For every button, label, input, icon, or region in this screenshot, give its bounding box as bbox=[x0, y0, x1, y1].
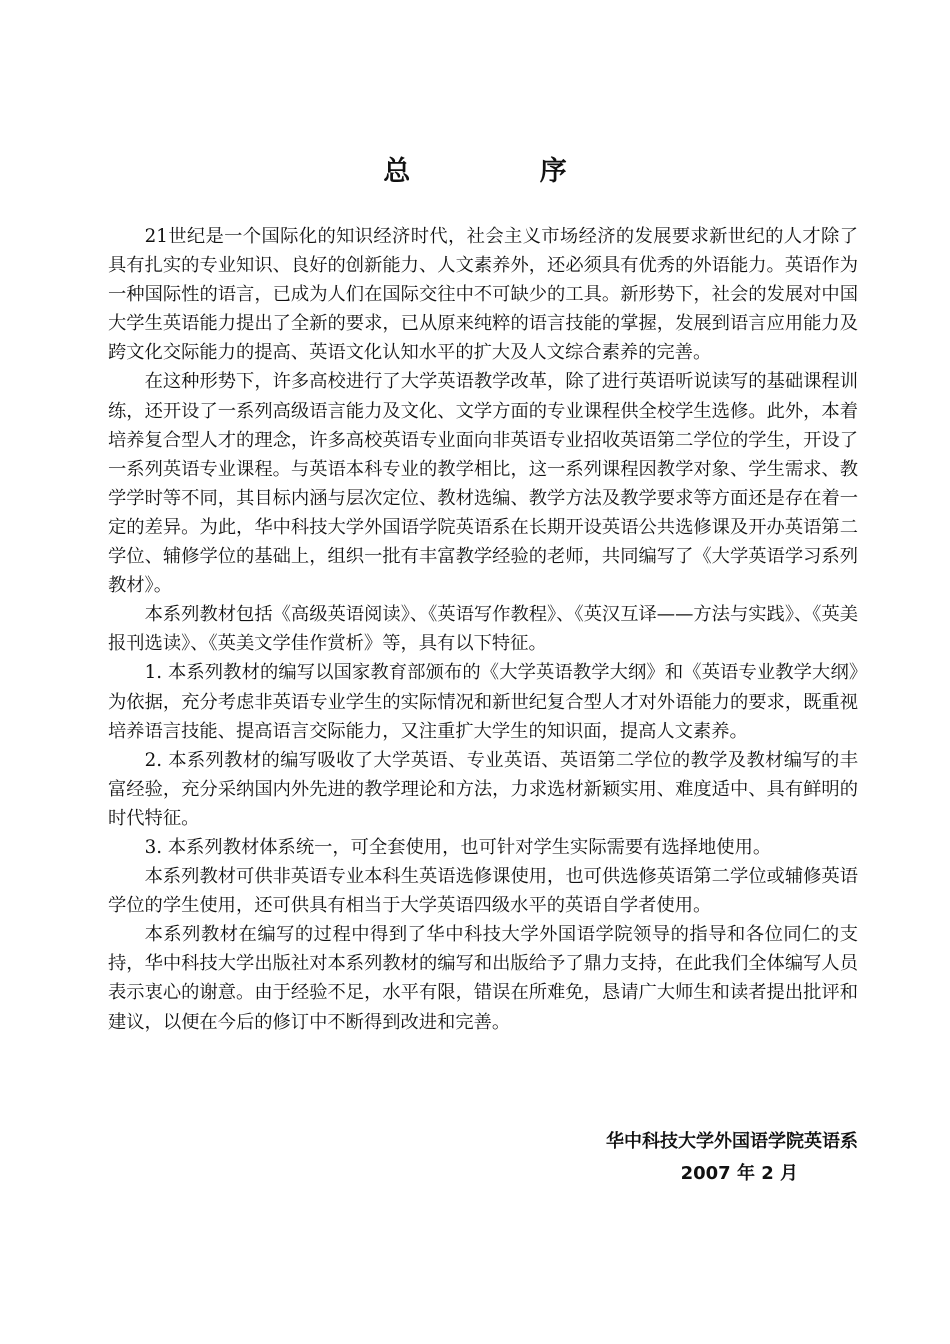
paragraph: 2. 本系列教材的编写吸收了大学英语、专业英语、英语第二学位的教学及教材编写的丰富经验，充分采纳国内外先进的教学理论和方法，力求选材新颖实用、难度适中、具有鲜明的时代特征。 bbox=[108, 749, 858, 829]
signature-date: 2007 年 2 月 bbox=[680, 1163, 798, 1184]
paragraph: 在这种形势下，许多高校进行了大学英语教学改革，除了进行英语听说读写的基础课程训练，还开设了一系列高级语言能力及文化、文学方面的专业课程供全校学生选修。此外，本着培养复合型人才的理念，许多高校英语专业面向非英语专业招收英语第二学位的学生，开设了一系列英语专业课程。与英语本科专业的教学相比，这一系列课程因教学对象、学生需求、教学学时等不同，其目标内涵与层次定位、教材选编、教学方法及教学要求等方面还是存在着一定的差异。为此，华中科技大学外国语学院英语系在长期开设英语公共选修课及开办英语第二学位、辅修学位的基础上，组织一批有丰富教学经验的老师，共同编写了《大学英语学习系列教材》。 bbox=[108, 371, 858, 597]
paragraph: 21世纪是一个国际化的知识经济时代，社会主义市场经济的发展要求新世纪的人才除了具有扎实的专业知识、良好的创新能力、人文素养外，还必须具有优秀的外语能力。英语作为一种国际性的语言，已成为人们在国际交往中不可缺少的工具。新形势下，社会的发展对中国大学生英语能力提出了全新的要求，已从原来纯粹的语言技能的掌握，发展到语言应用能力及跨文化交际能力的提高、英语文化认知水平的扩大及人文综合素养的完善。 bbox=[108, 226, 858, 364]
paragraph: 本系列教材在编写的过程中得到了华中科技大学外国语学院领导的指导和各位同仁的支持，华中科技大学出版社对本系列教材的编写和出版给予了鼎力支持，在此我们全体编写人员表示衷心的谢意。由于经验不足，水平有限，错误在所难免，恳请广大师生和读者提出批评和建议，以便在今后的修订中不断得到改进和完善。 bbox=[108, 924, 858, 1033]
paragraph: 1. 本系列教材的编写以国家教育部颁布的《大学英语教学大纲》和《英语专业教学大纲》为依据，充分考虑非英语专业学生的实际情况和新世纪复合型人才对外语能力的要求，既重视培养语言技能、提高语言交际能力，又注重扩大学生的知识面，提高人文素养。 bbox=[108, 662, 858, 742]
paragraph: 本系列教材可供非英语专业本科生英语选修课使用，也可供选修英语第二学位或辅修英语学位的学生使用，还可供具有相当于大学英语四级水平的英语自学者使用。 bbox=[108, 866, 858, 917]
paragraph: 3. 本系列教材体系统一，可全套使用，也可针对学生实际需要有选择地使用。 bbox=[144, 836, 772, 858]
page-title: 总 序 bbox=[383, 156, 627, 187]
paragraph: 本系列教材包括《高级英语阅读》、《英语写作教程》、《英汉互译——方法与实践》、《英美报刊选读》、《英美文学佳作赏析》等，具有以下特征。 bbox=[108, 604, 858, 655]
signature-block bbox=[438, 1126, 858, 1190]
signature-organization: 华中科技大学外国语学院英语系 bbox=[606, 1131, 858, 1152]
preface-body bbox=[108, 222, 858, 1037]
